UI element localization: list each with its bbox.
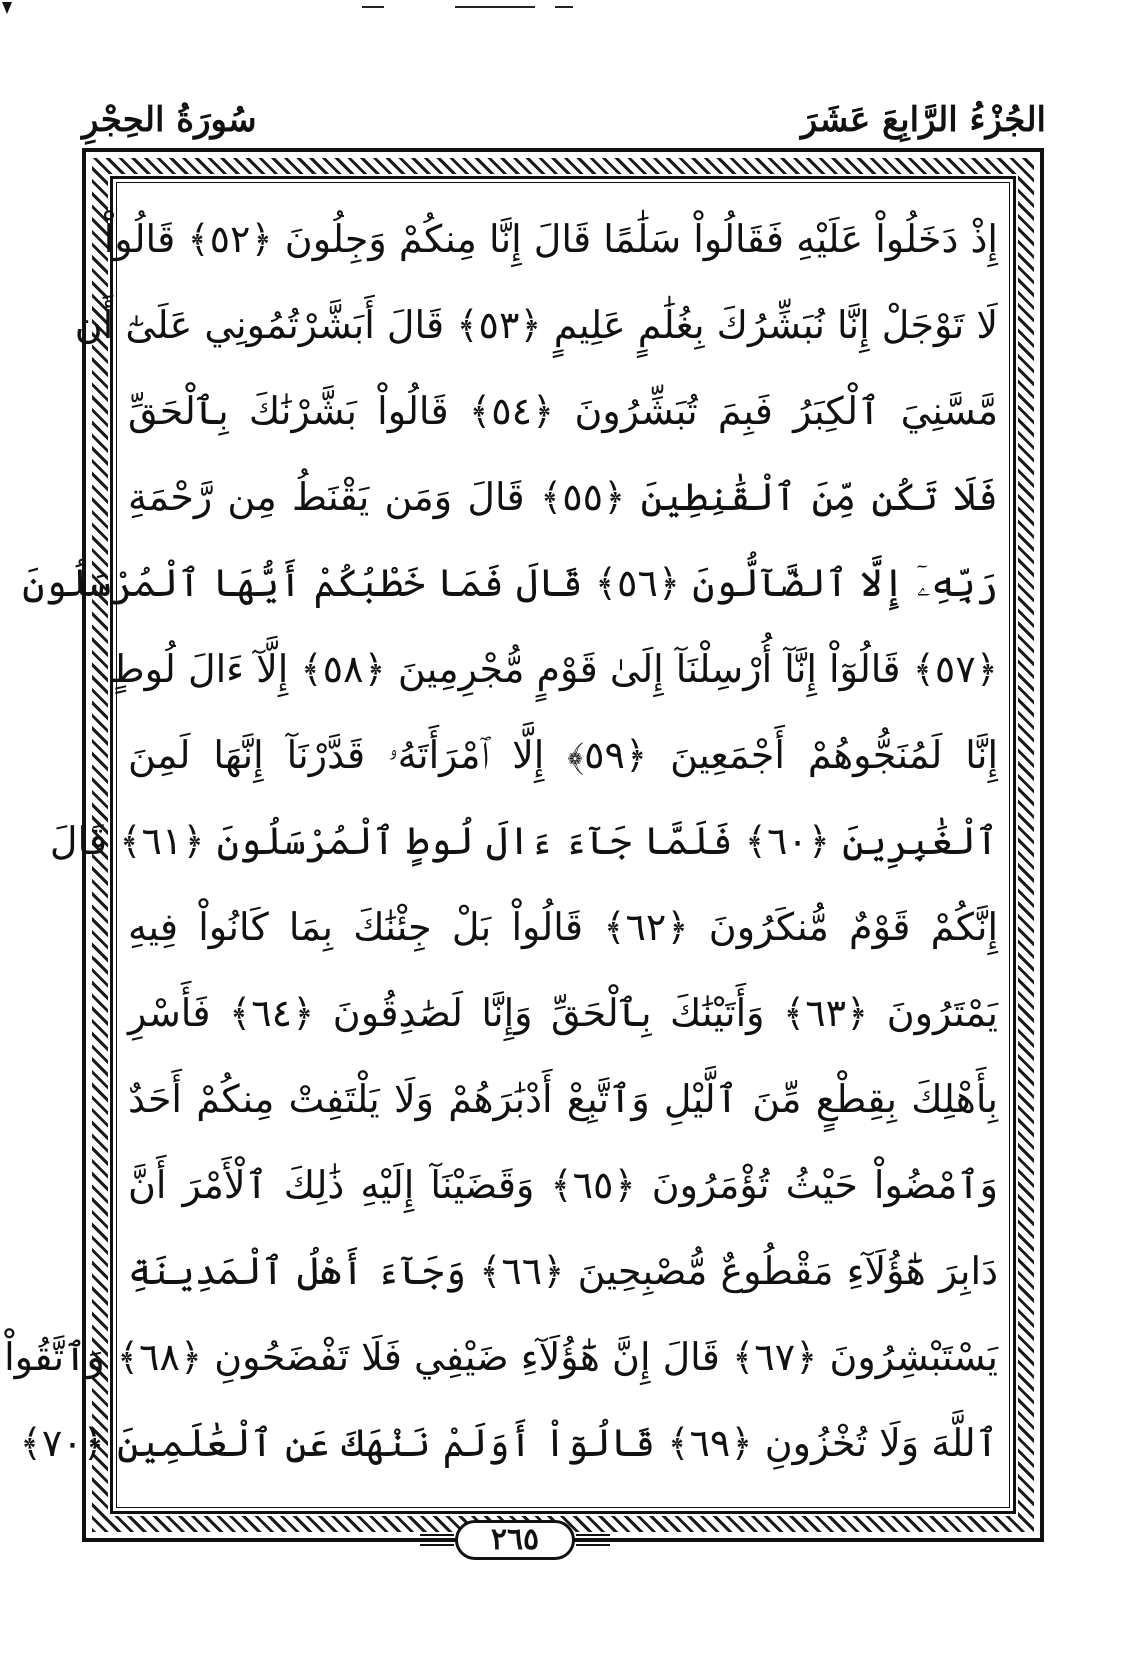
top-rule	[455, 6, 535, 8]
text-line-8: ٱلْغَٰبِرِينَ ﴿٦٠﴾ فَلَمَّا جَآءَ ءَالَ لُوطٍ ٱلْمُرْسَلُونَ ﴿٦١﴾ قَالَ	[49, 819, 998, 863]
text-line-6: ﴿٥٧﴾ قَالُوٓاْ إِنَّآ أُرْسِلْنَآ إِلَىٰ قَوْمٍ مُّجْرِمِينَ ﴿٥٨﴾ إِلَّآ ءَالَ لُوطٍ	[109, 647, 998, 691]
text-line-1: إِذْ دَخَلُواْ عَلَيْهِ فَقَالُواْ سَلَٰمًا قَالَ إِنَّا مِنكُمْ وَجِلُونَ ﴿٥٢﴾ قَالُواْ	[103, 217, 998, 261]
juz-title: الجُزْءُ الرَّابِعَ عَشَرَ	[800, 100, 1046, 140]
text-line-5: رَبِّهِۦٓ إِلَّا ٱلضَّآلُّونَ ﴿٥٦﴾ قَالَ فَمَا خَطْبُكُمْ أَيُّهَا ٱلْمُرْسَلُونَ	[22, 561, 998, 605]
page-number: ٢٦٥	[455, 1520, 575, 1560]
text-line-2: لَا تَوْجَلْ إِنَّا نُبَشِّرُكَ بِغُلَٰمٍ عَلِيمٍ ﴿٥٣﴾ قَالَ أَبَشَّرْتُمُونِي عَلَىٰٓ أَن	[74, 303, 998, 347]
top-rule	[555, 6, 573, 8]
page-header	[82, 100, 1046, 150]
text-line-7: إِنَّا لَمُنَجُّوهُمْ أَجْمَعِينَ ﴿٥٩﴾ إِلَّا ٱمْرَأَتَهُۥ قَدَّرْنَآ إِنَّهَا لَمِنَ	[128, 733, 998, 777]
page-number-ornament-right	[576, 1534, 610, 1546]
text-line-9: إِنَّكُمْ قَوْمٌ مُّنكَرُونَ ﴿٦٢﴾ قَالُواْ بَلْ جِئْنَٰكَ بِمَا كَانُواْ فِيهِ	[128, 905, 999, 949]
text-line-3: مَّسَّنِيَ ٱلْكِبَرُ فَبِمَ تُبَشِّرُونَ ﴿٥٤﴾ قَالُواْ بَشَّرْنَٰكَ بِٱلْحَقِّ	[128, 389, 998, 433]
text-line-10: يَمْتَرُونَ ﴿٦٣﴾ وَأَتَيْنَٰكَ بِٱلْحَقِّ وَإِنَّا لَصَٰدِقُونَ ﴿٦٤﴾ فَأَسْرِ	[128, 991, 998, 1035]
page-number-ornament-left	[420, 1534, 454, 1546]
text-line-12: وَٱمْضُواْ حَيْثُ تُؤْمَرُونَ ﴿٦٥﴾ وَقَضَيْنَآ إِلَيْهِ ذَٰلِكَ ٱلْأَمْرَ أَنَّ	[128, 1163, 998, 1207]
top-rule	[362, 6, 384, 8]
text-line-14: يَسْتَبْشِرُونَ ﴿٦٧﴾ قَالَ إِنَّ هَٰٓؤُلَآءِ ضَيْفِي فَلَا تَفْضَحُونِ ﴿٦٨﴾ وَٱتَّقُواْ	[4, 1335, 998, 1379]
quran-text-area	[4, 196, 999, 1496]
corner-mark-icon	[2, 2, 12, 14]
text-line-4: فَلَا تَكُن مِّنَ ٱلْقَٰنِطِينَ ﴿٥٥﴾ قَالَ وَمَن يَقْنَطُ مِن رَّحْمَةِ	[128, 475, 998, 519]
text-line-13: دَابِرَ هَٰٓؤُلَآءِ مَقْطُوعٌ مُّصْبِحِينَ ﴿٦٦﴾ وَجَآءَ أَهْلُ ٱلْمَدِينَةِ	[128, 1249, 998, 1293]
text-line-11: بِأَهْلِكَ بِقِطْعٍ مِّنَ ٱلَّيْلِ وَٱتَّبِعْ أَدْبَٰرَهُمْ وَلَا يَلْتَفِتْ مِنكُمْ أَحَدٌ	[128, 1077, 998, 1121]
surah-title: سُورَةُ الحِجْرِ	[82, 100, 257, 140]
text-line-15: ٱللَّهَ وَلَا تُخْزُونِ ﴿٦٩﴾ قَالُوٓاْ أَوَلَمْ نَنْهَكَ عَنِ ٱلْعَٰلَمِينَ ﴿٧٠﴾	[19, 1421, 998, 1465]
